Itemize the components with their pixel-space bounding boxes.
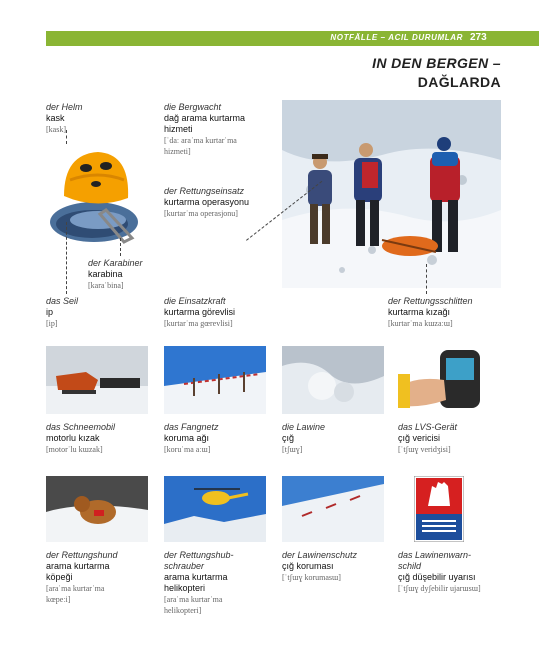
rescue-dog-photo bbox=[46, 476, 148, 542]
rescue-helicopter-photo bbox=[164, 476, 266, 542]
page-number: 273 bbox=[470, 32, 487, 43]
label-lawinenwarnschild: das Lawinenwarn- schild çığ düşebilir uyarısı [ˈtʃɯɣ dyʃebilir ujarɯsɯ] bbox=[398, 550, 481, 593]
avalanche-photo bbox=[282, 346, 384, 414]
helmet-rope-image bbox=[46, 140, 142, 248]
schlitten-leader-line bbox=[426, 264, 427, 294]
avalanche-warning-sign-photo bbox=[414, 476, 464, 542]
title-turkish: DAĞLARDA bbox=[417, 74, 501, 90]
avalanche-beacon-photo bbox=[398, 346, 490, 414]
label-rettungshund: der Rettungshund arama kurtarma köpeği [araˈma kurtarˈma kœpeːi] bbox=[46, 550, 118, 604]
label-einsatzkraft: die Einsatzkraft kurtarma görevlisi [kurtarˈma gœrevlisi] bbox=[164, 296, 236, 328]
label-helm: der Helm kask [kask] bbox=[46, 102, 83, 134]
label-schneemobil: das Schneemobil motorlu kızak [motorˈlu kɯzak] bbox=[46, 422, 116, 454]
seil-leader-line bbox=[66, 222, 67, 294]
label-rettungsschlitten: der Rettungsschlitten kurtarma kızağı [kurtarˈma kɯzaːɯ] bbox=[388, 296, 473, 328]
label-fangnetz: das Fangnetz koruma ağı [koruˈma aːɯ] bbox=[164, 422, 219, 454]
mountain-rescue-photo bbox=[282, 100, 501, 288]
label-karabiner: der Karabiner karabina [karaˈbina] bbox=[88, 258, 143, 290]
label-rettungseinsatz: der Rettungseinsatz kurtarma operasyonu [kurtarˈma operasjonu] bbox=[164, 186, 250, 218]
label-lawine: die Lawine çığ [tʃɯɣ] bbox=[282, 422, 326, 454]
karabiner-leader-line bbox=[120, 238, 121, 256]
label-seil: das Seil ip [ip] bbox=[46, 296, 79, 328]
label-bergwacht: die Bergwacht dağ arama kurtarma hizmeti [ˈdaː araˈma kurtarˈma hizmeti] bbox=[164, 102, 246, 156]
label-rettungshubschrauber: der Rettungshub- schrauber arama kurtarma helikopteri [araˈma kurtarˈma helikopteri] bbox=[164, 550, 234, 615]
label-lawinenschutz: der Lawinenschutz çığ koruması [ˈtʃɯɣ korumasɯ] bbox=[282, 550, 358, 582]
label-lvs-geraet: das LVS-Gerät çığ vericisi [ˈtʃɯɣ veridʒisi] bbox=[398, 422, 458, 454]
snowmobile-photo bbox=[46, 346, 148, 414]
avalanche-protection-photo bbox=[282, 476, 384, 542]
safety-net-photo bbox=[164, 346, 266, 414]
section-title: NOTFÄLLE – ACIL DURUMLAR bbox=[330, 33, 463, 42]
title-german: IN DEN BERGEN – bbox=[372, 55, 501, 71]
